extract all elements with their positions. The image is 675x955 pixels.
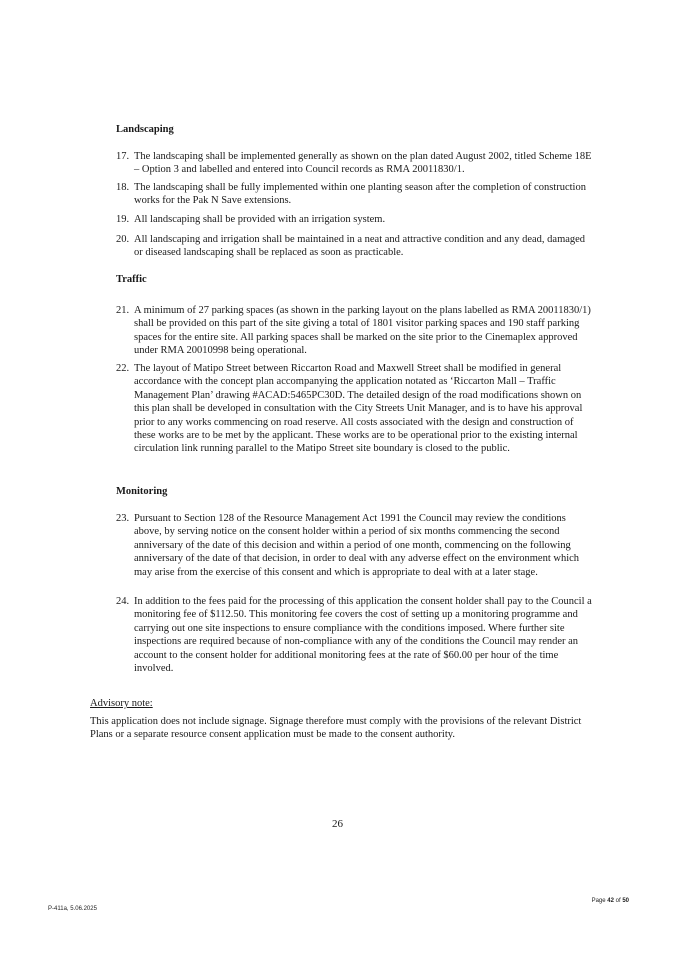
footer-page-label: Page xyxy=(591,898,606,904)
footer-page-of: of xyxy=(615,898,621,904)
condition-number: 17. xyxy=(116,151,130,162)
footer-page-current: 42 xyxy=(607,898,614,904)
footer-page-total: 50 xyxy=(622,898,629,904)
footer-page-counter xyxy=(592,898,629,904)
condition-17 xyxy=(116,150,594,177)
condition-text: The landscaping shall be implemented generally as shown on the plan dated August 2002, titled Scheme 18E – Option 3 and labelled and entered into Council records as RMA 20011830/1. xyxy=(134,151,592,176)
condition-23 xyxy=(116,512,594,579)
condition-text: All landscaping shall be provided with an irrigation system. xyxy=(134,214,386,225)
section-heading-monitoring: Monitoring xyxy=(116,486,168,497)
condition-number: 23. xyxy=(116,513,130,524)
section-heading-landscaping: Landscaping xyxy=(116,124,174,135)
condition-number: 18. xyxy=(116,182,130,193)
condition-21 xyxy=(116,304,594,358)
condition-text: The landscaping shall be fully implemented within one planting season after the completion of construction works for the Pak N Save extensions. xyxy=(134,182,586,207)
advisory-note-text: This application does not include signage. Signage therefore must comply with the provisions of the relevant District Plans or a separate resource consent application must be made to the consent authority. xyxy=(90,716,582,741)
condition-number: 19. xyxy=(116,214,130,225)
condition-20 xyxy=(116,233,594,260)
condition-22 xyxy=(116,362,594,456)
condition-text: In addition to the fees paid for the processing of this application the consent holder shall pay to the Council a monitoring fee of $112.50. This monitoring fee covers the cost of setting up a monitoring programme and carrying out one site inspections to ensure compliance with the conditions imposed. Where further site inspections are required because of non-compliance with any of the conditions the Council may render an account to the consent holder for additional monitoring fees at the rate of $60.00 per hour of the time involved. xyxy=(134,596,592,675)
condition-text: Pursuant to Section 128 of the Resource Management Act 1991 the Council may review the conditions above, by serving notice on the consent holder within a period of six months commencing the second anniversary of the date of this decision and within a period of one month, commencing on the following anniversary of the date of that decision, in order to deal with any adverse effect on the environment which may arise from the exercise of this consent and which is appropriate to deal with at a later stage. xyxy=(134,513,580,578)
condition-24 xyxy=(116,595,594,675)
condition-number: 22. xyxy=(116,363,130,374)
condition-number: 24. xyxy=(116,596,130,607)
advisory-note-title: Advisory note: xyxy=(90,698,153,709)
condition-text: A minimum of 27 parking spaces (as shown in the parking layout on the plans labelled as RMA 20011830/1) shall be provided on this part of the site giving a total of 1801 visitor parking spaces and 190 staff parking spaces for the entire site. All parking spaces shall be marked on the site prior to the Cinemaplex approved under RMA 20010998 being operational. xyxy=(134,305,591,357)
condition-text: All landscaping and irrigation shall be maintained in a neat and attractive condition and any dead, damaged or diseased landscaping shall be replaced as soon as practicable. xyxy=(134,234,586,259)
condition-18 xyxy=(116,181,594,208)
condition-text: The layout of Matipo Street between Riccarton Road and Maxwell Street shall be modified in general accordance with the concept plan accompanying the application notated as ‘Riccarton Mall – Traffic Management Plan’ drawing #ACAD:5465PC30D. The detailed design of the road modifications shown on this plan shall be developed in consultation with the City Streets Unit Manager, and is to have his approval prior to any works commencing on road reserve. All costs associated with the design and construction of these works are to be met by the applicant. These works are to be operational prior to the existing internal circulation link running parallel to the Matipo Street site boundary is closed to the public. xyxy=(134,363,583,455)
condition-19 xyxy=(116,213,594,226)
footer-document-ref: P-411a, 5.06.2025 xyxy=(48,906,97,912)
page-number: 26 xyxy=(332,818,343,830)
section-heading-traffic: Traffic xyxy=(116,274,147,285)
condition-number: 20. xyxy=(116,234,130,245)
condition-number: 21. xyxy=(116,305,130,316)
